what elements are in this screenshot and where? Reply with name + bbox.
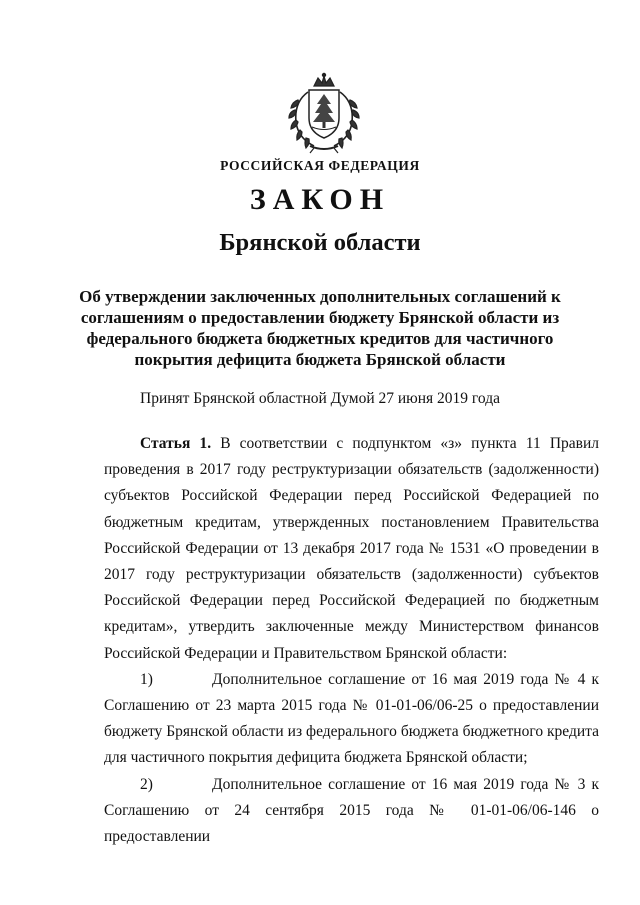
item-text: Дополнительное соглашение от 16 мая 2019 года № 3 к Соглашению от 24 сентября 2015 года № 01-01-06/06-146 о предоставлении <box>104 775 599 846</box>
document-type: ЗАКОН <box>249 183 391 216</box>
item-number: 1) <box>140 670 153 688</box>
country-name: РОССИЙСКАЯ ФЕДЕРАЦИЯ <box>220 158 420 173</box>
list-item <box>104 772 599 851</box>
article-label: Статья 1. <box>140 435 212 452</box>
item-text: Дополнительное соглашение от 16 мая 2019 года № 4 к Соглашению от 23 марта 2015 года № 01-01-06/06-25 о предоставлении бюджету Брянской области из федерального бюджета бюджетного кредита для частичного покрытия дефицита бюджета Брянской области; <box>104 670 599 767</box>
law-body <box>104 431 599 850</box>
article-1-paragraph <box>104 431 599 667</box>
adoption-note: Принят Брянской областной Думой 27 июня 2019 года <box>140 390 500 407</box>
coat-of-arms-icon <box>284 72 364 154</box>
region-name: Брянской области <box>219 229 421 256</box>
item-number: 2) <box>140 775 153 793</box>
list-item <box>104 667 599 772</box>
article-text: В соответствии с подпунктом «з» пункта 11 Правил проведения в 2017 году реструктуризации обязательств (задолженности) субъектов Российской Федерации перед Российской Федерацией по бюджетным кредитам, утвержденных постановлением Правительства Российской Федерации от 13 декабря 2017 года № 1531 «О проведении в 2017 году реструктуризации обязательств (задолженности) субъектов Российской Федерации перед Российской Федерацией по бюджетным кредитам», утвердить заключенные между Министерством финансов Российской Федерации и Правительством Брянской области: <box>104 435 600 662</box>
law-title: Об утверждении заключенных дополнительных соглашений к соглашениям о предоставлении бюджету Брянской области из федерального бюджета бюджетных кредитов для частичного покрытия дефицита бюджета Брянской области <box>79 287 561 369</box>
